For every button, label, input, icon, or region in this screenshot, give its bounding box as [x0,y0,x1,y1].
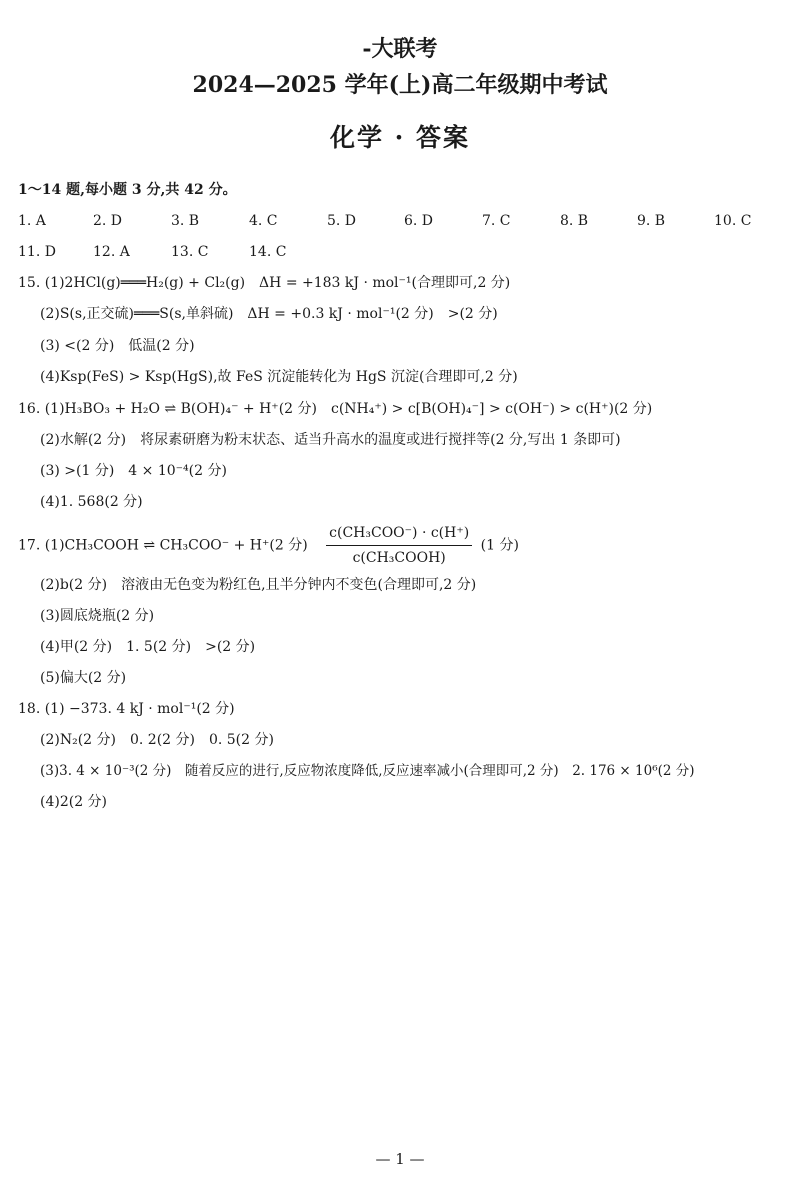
q17-part3: (3)圆底烧瓶(2 分) [40,608,155,624]
q17-ka-fraction [326,523,472,568]
mc-answer-8: 8. B [560,213,589,229]
q16-part2: (2)水解(2 分) 将尿素研磨为粉末状态、适当升高水的温度或进行搅拌等(2 分,写出 1 条即可) [40,432,621,448]
mc-answer-1: 1. A [18,213,46,229]
q16-part4: (4)1. 568(2 分) [40,494,143,510]
q17-part1 [18,523,519,568]
q17-ka-score: (1 分) [480,537,519,554]
mc-answer-5: 5. D [327,213,357,229]
subject-title: 化学 · 答案 [329,123,471,152]
mc-answer-9: 9. B [637,213,666,229]
q17-ka-numerator: c(CH₃COO⁻) · c(H⁺) [326,523,472,546]
q18-part3: (3)3. 4 × 10⁻³(2 分) 随着反应的进行,反应物浓度降低,反应速率减小(合理即可,2 分) 2. 176 × 10⁶(2 分) [40,763,695,779]
q18-part1: 18. (1) −373. 4 kJ · mol⁻¹(2 分) [18,701,235,717]
mc-answer-4: 4. C [249,213,278,229]
mc-answer-3: 3. B [171,213,200,229]
mc-answer-14: 14. C [249,244,287,260]
mc-answer-12: 12. A [93,244,130,260]
q17-part5: (5)偏大(2 分) [40,670,127,686]
q15-part3: (3) <(2 分) 低温(2 分) [40,338,195,354]
mc-answer-2: 2. D [93,213,123,229]
q15-part1: 15. (1)2HCl(g)═══H₂(g) + Cl₂(g) ΔH = +183 kJ · mol⁻¹(合理即可,2 分) [18,275,511,291]
mc-intro: 1～14 题,每小题 3 分,共 42 分。 [18,182,237,198]
mc-answer-13: 13. C [171,244,209,260]
q18-part4: (4)2(2 分) [40,794,108,810]
q17-part2: (2)b(2 分) 溶液由无色变为粉红色,且半分钟内不变色(合理即可,2 分) [40,577,477,593]
q17-ka-denominator: c(CH₃COOH) [352,550,446,566]
mc-answer-6: 6. D [404,213,434,229]
exam-title: 2024—2025 学年(上)高二年级期中考试 [192,72,608,98]
page-number: — 1 — [375,1150,425,1168]
mc-answer-10: 10. C [714,213,752,229]
q16-part1: 16. (1)H₃BO₃ + H₂O ⇌ B(OH)₄⁻ + H⁺(2 分) c(NH₄⁺) > c[B(OH)₄⁻] > c(OH⁻) > c(H⁺)(2 分) [18,401,653,417]
q15-part2: (2)S(s,正交硫)═══S(s,单斜硫) ΔH = +0.3 kJ · mol⁻¹(2 分) >(2 分) [40,306,498,322]
q18-part2: (2)N₂(2 分) 0. 2(2 分) 0. 5(2 分) [40,732,274,748]
q17-equation: 17. (1)CH₃COOH ⇌ CH₃COO⁻ + H⁺(2 分) [18,537,308,554]
q17-part4: (4)甲(2 分) 1. 5(2 分) >(2 分) [40,639,256,655]
org-title: -大联考 [362,36,438,62]
mc-answer-7: 7. C [482,213,511,229]
mc-answer-11: 11. D [18,244,56,260]
q15-part4: (4)Ksp(FeS) > Ksp(HgS),故 FeS 沉淀能转化为 HgS 沉淀(合理即可,2 分) [40,369,518,385]
q16-part3: (3) >(1 分) 4 × 10⁻⁴(2 分) [40,463,227,479]
